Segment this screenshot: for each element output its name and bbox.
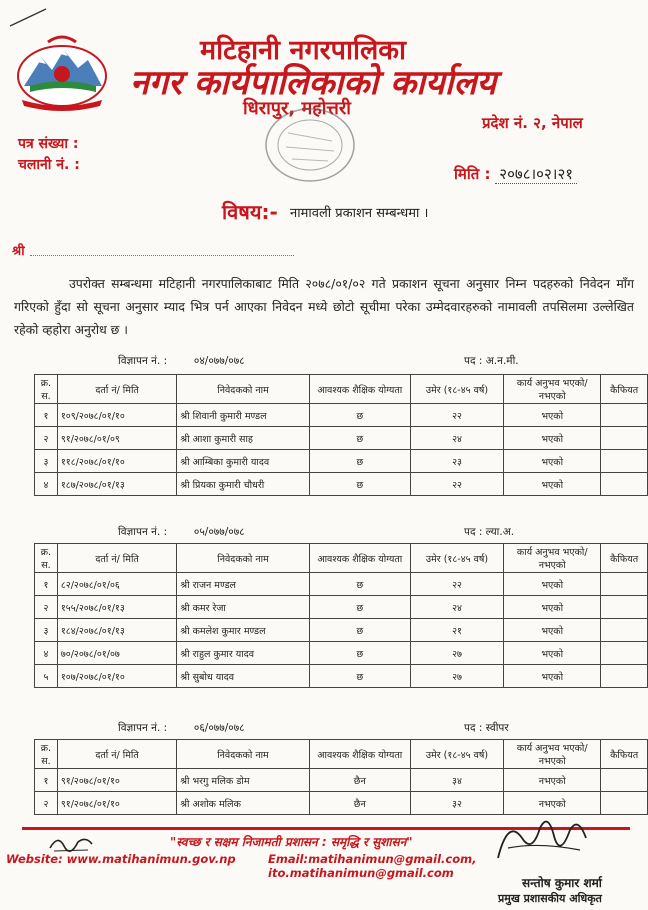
- subject-text: नामावली प्रकाशन सम्बन्धमा ।: [290, 206, 429, 221]
- adv-number-2: विज्ञापन नं. : ०५/०७७/०७८: [118, 526, 245, 538]
- adv-number-3: विज्ञापन नं. : ०६/०७७/०७८: [118, 722, 245, 734]
- col-exp: कार्य अनुभव भएको/नभएको: [504, 375, 601, 404]
- shortlist-table-2: [34, 543, 648, 688]
- table-row: १ १०९/२०७८/०१/१० श्री शिवानी कुमारी मण्डल छ २२ भएको: [35, 404, 648, 427]
- table-row: ५ १०७/२०७८/०१/१० श्री सुबोध यादव छ २७ भएको: [35, 665, 648, 688]
- nepal-emblem-icon: [8, 28, 116, 114]
- col-age: उमेर (१८-४५ वर्ष): [410, 375, 503, 404]
- shortlist-table-3: [34, 739, 648, 815]
- adv-number-1: विज्ञापन नं. : ०४/०७७/०७८: [118, 355, 245, 367]
- col-reg: दर्ता नं/ मिति: [57, 375, 177, 404]
- shortlist-table-1: [34, 374, 648, 496]
- table-row: २ ९१/२०७८/०१/१० श्री अशोक मलिक छैन ३२ नभएको: [35, 792, 648, 815]
- table-row: ३ ११८/२०७८/०१/१० श्री आम्बिका कुमारी यादव छ २३ भएको: [35, 450, 648, 473]
- table-row: ४ १८७/२०७८/०१/१३ श्री प्रियका कुमारी चौधरी छ २२ भएको: [35, 473, 648, 496]
- table-row: २ १५५/२०७८/०१/१३ श्री कमर रेजा छ २४ भएको: [35, 596, 648, 619]
- date-value: २०७८।०२।२१: [495, 165, 577, 184]
- dispatch-number-label: चलानी नं. :: [18, 157, 80, 173]
- office-name: नगर कार्यपालिकाको कार्यालय: [130, 63, 497, 103]
- table-header-row: [35, 375, 648, 404]
- municipality-name: मटिहानी नगरपालिका: [200, 35, 407, 66]
- col-sn: क्र. स.: [35, 375, 58, 404]
- table-row: ३ १८४/२०७८/०१/१३ श्री कमलेश कुमार मण्डल छ २१ भएको: [35, 619, 648, 642]
- letter-number-label: पत्र संख्या :: [18, 136, 79, 152]
- officer-signature: [488, 808, 592, 872]
- post-name-2: पद : ल्या.अ.: [464, 526, 515, 538]
- pen-stroke-mark: [8, 6, 48, 28]
- footer-slogan: "स्वच्छ र सक्षम निजामती प्रशासन : समृद्धि र सुशासन": [170, 835, 413, 849]
- table-row: ४ ७०/२०७८/०१/०७ श्री राहुल कुमार यादव छ २७ भएको: [35, 642, 648, 665]
- province-label: प्रदेश नं. २, नेपाल: [482, 114, 583, 132]
- col-remarks: कैफियत: [601, 375, 648, 404]
- letter-body: [14, 272, 634, 341]
- footer-website: Website: www.matihanimun.gov.np: [6, 852, 236, 866]
- date-label: मिति :: [454, 165, 491, 183]
- table-row: १ ९१/२०७८/०१/१० श्री भरगु मलिक डोम छैन ३४ नभएको: [35, 769, 648, 792]
- body-paragraph: उपरोक्त सम्बन्धमा मटिहानी नगरपालिकाबाट मिति २०७८/०१/०२ गते प्रकाशन सूचना अनुसार निम्न पदहरुको निवेदन माँग गरिएको हुँदा सो सूचना अनुसार म्याद भित्र पर्न आएका निवेदन मध्ये छोटो सूचीमा परेका उम्मेदवारहरुको नामावली तपसिलमा उल्लेखित रहेको व्हहोरा अनुरोध छ ।: [14, 276, 634, 337]
- footer-email: Email:matihanimun@gmail.com, ito.matihanimun@gmail.com: [268, 852, 477, 880]
- signatory-name: सन्तोष कुमार शर्मा: [522, 876, 602, 890]
- table-header-row: क्र. स. दर्ता नं/ मिति निवेदकको नाम आवश्यक शैक्षिक योग्यता उमेर (१८-४५ वर्ष) कार्य अनुभव भएको/नभएको कैफियत: [35, 740, 648, 769]
- initial-signature-mark: [48, 832, 94, 854]
- post-name-3: पद : स्वीपर: [464, 722, 509, 734]
- signatory-title: प्रमुख प्रशासकीय अधिकृत: [498, 892, 602, 905]
- addressee-dotted-line: [30, 255, 294, 256]
- subject-label: विषय:-: [222, 200, 278, 224]
- table-row: १ ८२/२०७८/०१/०६ श्री राजन मण्डल छ २२ भएको: [35, 573, 648, 596]
- table-header-row: क्र. स. दर्ता नं/ मिति निवेदकको नाम आवश्यक शैक्षिक योग्यता उमेर (१८-४५ वर्ष) कार्य अनुभव भएको/नभएको कैफियत: [35, 544, 648, 573]
- office-seal-stamp: [258, 103, 362, 187]
- office-location: धिरापुर, महोत्तरी: [243, 98, 351, 119]
- addressee-label: श्री: [12, 244, 25, 259]
- letter-date: [454, 164, 577, 184]
- col-qual: आवश्यक शैक्षिक योग्यता: [309, 375, 410, 404]
- post-name-1: पद : अ.न.मी.: [464, 355, 519, 367]
- col-name: निवेदकको नाम: [177, 375, 309, 404]
- table-row: २ ९१/२०७८/०१/०९ श्री आशा कुमारी साह छ २४ भएको: [35, 427, 648, 450]
